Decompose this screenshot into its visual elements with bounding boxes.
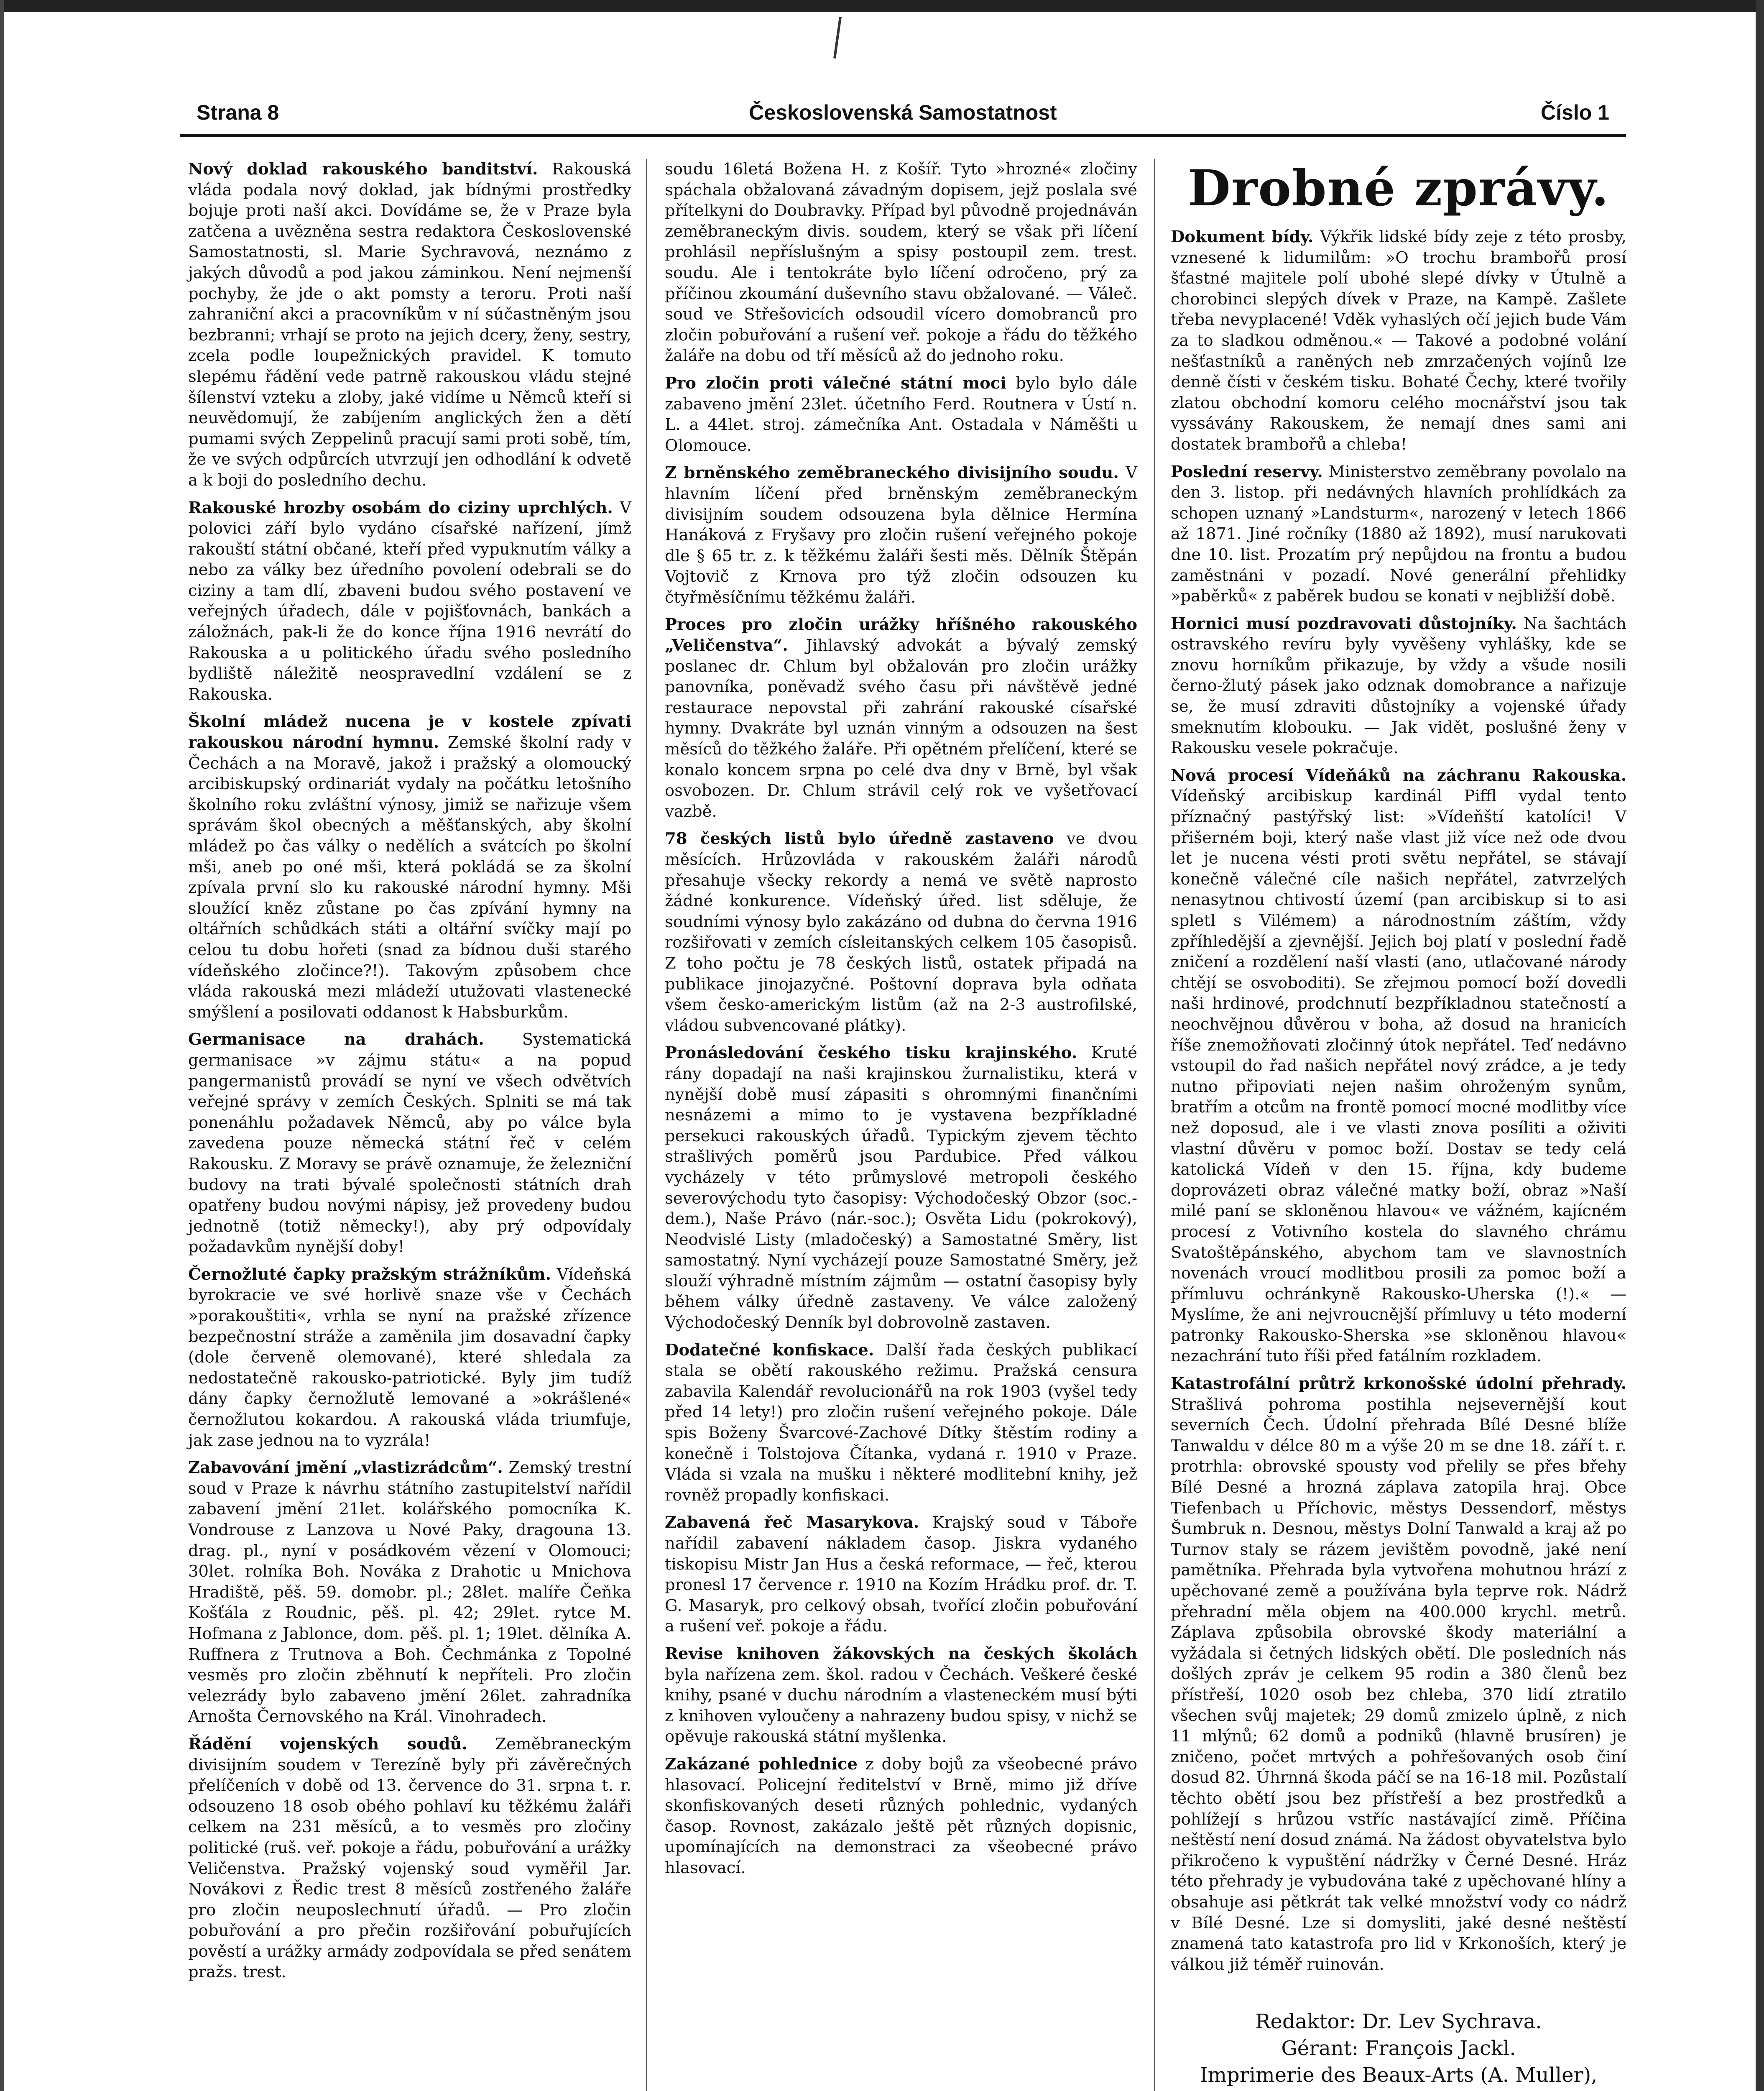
article-heading: Katastrofální průtrž krkonošské údolní přehrady.	[1171, 1374, 1626, 1393]
article-heading: Zakázané pohlednice	[665, 1754, 858, 1774]
colophon-editor: Redaktor: Dr. Lev Sychrava.	[1255, 2010, 1542, 2034]
article-text: Krajský soud v Táboře nařídil zabavení nákladem časop. Jiskra vydaného tiskopisu Mistr Jan Hus a česká reformace, — řeč, kterou pronesl 17 července r. 1910 na Kozím Hrádku prof. dr. T. G. Masaryk, pro celkový obsah, tvořící zločin pobuřování a rušení veř. pokoje a řádu.	[665, 1513, 1137, 1636]
column-divider-2	[1154, 159, 1155, 2091]
article	[188, 1734, 631, 1983]
article-heading: Proces pro zločin urážky hříšného rakouského „Veličenstva“.	[665, 615, 1137, 655]
ink-mark-top	[833, 17, 842, 59]
colophon-address	[1171, 2088, 1626, 2091]
article-heading: Nová procesí Vídeňáků na záchranu Rakouska.	[1171, 766, 1626, 785]
article-text: Vídeňský arcibiskup kardinál Piffl vydal tento příznačný pastýřský list: »Vídeňští katolíci! V přišerném boji, který naše vlast již více než ode dvou let je nucena vésti proti světu nepřátel, se stávají konečně válečné cíle našich nepřátel, zatvrzelých nenasytnou chtivostí území (pan arcibiskup si to asi spletl s Vilémem) a národnostním záštím, vždy zpříhledější a zjevnější. Jejich boj platí v poslední řadě zničení a rozdělení naší vlasti (ano, utlačované národy chtějí se osvoboditi). Se zřejmou pomocí boží dovedli naši hrdinové, prodchnutí bezpříkladnou statečností a neochvějnou důvěrou v boha, až dosud na hranicích říše znemožňovati zločinný útok nepřátel. Teď nedávno vstoupil do řad našich nepřátel nový zrádce, a je tedy nutno připoviati nejen našim ohroženým synům, bratřím a otcům na frontě pomocí mocné modlitby více než doposud, ale i ve vlasti znova posíliti a oživiti vlastní důvěru v pomoc boží. Dostav se tedy celá katolická Vídeň v den 15. října, kdy budeme doprovázeti obraz válečné matky boží, obraz »Naší milé paní se skloněnou hlavou« ve vážném, kajícném procesí z Votivního kostela do slavného chrámu Svatoštěpánského, abychom tam ve slavnostních novenách vroucí modlitbou prosili za pomoc boží a přímluvu ochránkyně Rakousko-Uherska (!).« — Myslíme, že ani nejvroucnější přímluvy u této moderní patronky Rakousko-Sherska »se skloněnou hlavou« nezachrání tuto říši před fatálním rozkladem.	[1171, 787, 1626, 1366]
article-text: Zemské školní rady v Čechách a na Moravě, jakož i pražský a olomoucký arcibiskupský ordinariát vydaly na počátku letošního školního roku zvláštní výnosy, jimiž se nařizuje všem správám škol obecných a měšťanských, aby školní mládež po čas války o nedělích a svátcích po školní mši, aneb po oné mši, která pokládá se za školní zpívala první slo ku rakouské národní hymny. Mši sloužící kněz zůstane po čas zpívání hymny na oltářních schůdkách státi a oltářní svíčky mají po celou tu dobu hořeti (snad za bídnou duši starého vídeňského zločince?!). Takovým způsobem chce vláda rakouská mezi mládeží utužovati vlastenecké smýšlení a posilovati oddanost k Habsburkům.	[188, 733, 631, 1022]
issue-number: Číslo 1	[1541, 101, 1609, 124]
article	[665, 373, 1137, 456]
article-heading: Školní mládež nucena je v kostele zpívati rakouskou národní hymnu.	[188, 712, 631, 752]
article-heading: Rakouské hrozby osobám do ciziny uprchlých.	[188, 498, 613, 517]
page-border-top	[0, 0, 1764, 12]
article	[665, 1754, 1137, 1879]
article-text: soudu 16letá Božena H. z Košíř. Tyto »hrozné« zločiny spáchala obžalovaná závadným dopisem, jejž poslala své přítelkyni do Doubravky. Případ byl původně projednáván zeměbraneckým divis. soudem, který se však při líčení prohlásil nepříslušným a spisy postoupil zem. trest. soudu. Ale i tentokráte bylo líčení odročeno, prý za příčinou zkoumání duševního stavu obžalované. — Váleč. soud ve Střešovicích odsoudil vícero domobranců pro zločin pobuřování a rušení veř. pokoje a řádu do těžkého žaláře na dobu od tří měsíců až do jednoho roku.	[665, 160, 1137, 366]
article-text: bylo bylo dále zabaveno jmění 23let. účetního Ferd. Routnera v Ústí n. L. a 44let. stroj. zámečníka Ant. Ostadala v Náměšti u Olomouce.	[665, 373, 1137, 455]
column-3	[1171, 159, 1626, 2091]
article	[188, 498, 631, 705]
article-text: Strašlivá pohroma postihla nejsevernější kout severních Čech. Údolní přehrada Bílé Desné blíže Tanwaldu v délce 80 m a výše 20 m se dne 18. září t. r. protrhla: obrovské spousty vod přelily se přes břehy Bílé Desné a hrozná záplava zatopila hraj. Obce Tiefenbach u Příchovic, městys Dessendorf, městys Šumbruk n. Desnou, městys Dolní Tanwald a kraj až po Turnov staly se rázem jevištěm povodně, jaké není pamětníka. Přehrada byla vytvořena mohutnou hrází z upěchované země a používána byla teprve rok. Nádrž přehradní měla objem na 400.000 krychl. metrů. Záplava způsobila obrovské škody materiální a vyžádala si četných lidských obětí. Dle posledních nás došlých zpráv je celkem 95 rodin a 380 členů bez přístřeší, 1020 osob bez chleba, 370 lidí ztratilo všechen svůj majetek; 29 domů zmizelo úplně, z nich 11 mlýnů; 62 domů a podniků (hlavně brusíren) je zničeno, počet mrtvých a pohřešovaných osob činí dosud 82. Úhrnná škoda páčí se na 16-18 mil. Pozůstalí těchto obětí jsou bez přístřeší a bez prostředků a pohlížejí s hrůzou vstříc nastávající zimě. Příčina neštěstí není dosud známá. Na žádost obyvatelstva bylo přikročeno k vypuštění nádržky v Černé Desné. Hráz této přehrady je vybudována také z upěchované hlíny a obsahuje asi pětkrát tak velké množství vody co nádrž v Bílé Desné. Lze si domysliti, jaké desné neštěstí znamená tato katastrofa pro lid v Krkonoších, který je válkou již téměř ruinován.	[1171, 1395, 1626, 1974]
article	[665, 828, 1137, 1036]
article	[188, 1457, 631, 1727]
article-text: V hlavním líčení před brněnským zeměbraneckým divisijním soudem odsouzena byla dělnice Hermína Hanáková z Fryšavy pro zločin rušení veřejného pokoje dle § 65 tr. z. k těžkému žaláři šesti měs. Dělník Štěpán Vojtovič z Krnova pro týž zločin odsouzen ku čtyřměsíčnímu těžkému žaláři.	[665, 463, 1137, 607]
article-heading: Germanisace na drahách.	[188, 1030, 484, 1049]
header-rule	[180, 134, 1626, 137]
article-heading: Černožluté čapky pražským strážníkům.	[188, 1265, 551, 1284]
page-border-left	[0, 0, 4, 2091]
column-2	[665, 159, 1137, 1885]
article-heading: Dodatečné konfiskace.	[665, 1340, 874, 1360]
article-heading: Pronásledování českého tisku krajinského.	[665, 1043, 1077, 1063]
article-text: Zemský trestní soud v Praze k návrhu státního zastupitelství nařídil zabavení jmění 21let. kolářského pomocníka K. Vondrouse z Lanzova u Nové Paky, dragouna 13. drag. pl., nyní v posádkovém vězení v Olomouci; 30let. rolníka Boh. Nováka z Drahotic u Mnichova Hradiště, pěš. 59. domobr. pl.; 28let. malíře Čeňka Košťála z Roudnic, pěš. pl. 42; 29let. rytce M. Hofmana z Jablonce, dom. pěš. pl. 1; 19let. dělníka A. Ruffnera z Trutnova a Boh. Čechmánka z Topolné vesměs pro zločin zběhnutí k nepříteli. Pro zločin velezrády bylo zabaveno jmění 26let. zahradníka Arnošta Černovského na Král. Vinohradech.	[188, 1458, 631, 1726]
article-heading: 78 českých listů bylo úředně zastaveno	[665, 829, 1054, 849]
newspaper-title: Československá Samostatnost	[749, 101, 1057, 124]
colophon	[1171, 2008, 1626, 2091]
article-heading: Hornici musí pozdravovati důstojníky.	[1171, 614, 1517, 633]
article-heading: Poslední reservy.	[1171, 462, 1323, 481]
article-text: Rakouská vláda podala nový doklad, jak bídnými prostředky bojuje proti naší akci. Dovídáme se, že v Praze byla zatčena a uvězněna sestra redaktora Československé Samostatnosti, sl. Marie Sychravová, neznámo z jakých důvodů a pod jakou záminkou. Není nejmenší pochyby, že jde o akt pomsty a teroru. Proti naší zahraniční akci a pracovníkům v ní súčastněným jsou bezbranni; vrhají se proto na jejich dcery, ženy, sestry, zcela podle loupežnických pravidel. K tomuto slepému řádění vede patrně rakouskou vládu stejné šílenství vzteku a zloby, jaké vidíme u Němců kteří si neuvědomují, že zabíjením anglických žen a dětí pumami svých Zeppelinů pracují sami proti sobě, tím, že ve svých odpůrcích utvrzují jen odhodlání k odvetě a k boji do posledního dechu.	[188, 160, 631, 490]
article	[1171, 227, 1626, 455]
article	[1171, 462, 1626, 607]
article-text: Jihlavský advokát a bývalý zemský poslanec dr. Chlum byl obžalován pro zločin urážky panovníka, poněvadž svého času při návštěvě jedné restaurace nepovstal při zahrání rakouské císařské hymny. Dvakráte byl uznán vinným a odsouzen na šest měsíců do těžkého žaláře. Při opětném přelíčení, které se konalo koncem srpna po celé dva dny v Brně, byl však osvobozen. Dr. Chlum strávil celý rok ve vyšetřovací vazbě.	[665, 636, 1137, 821]
article	[188, 1029, 631, 1258]
article-text: Vídeňská byrokracie ve své horlivě snaze vše v Čechách »porakouštiti«, vrhla se nyní na pražské zřízence bezpečnostní stráže a zaměnila jim dosavadní čapky (dole červeně olemované), které shledala za nedostatečně rakousko-patriotické. Byly jim tudíž dány čapky černožlutě lemované a »okrášlené« černožlutou kokardou. A rakouská vláda triumfuje, jak zase jednou na to vyzrála!	[188, 1265, 631, 1450]
article	[665, 159, 1137, 366]
article	[665, 463, 1137, 608]
article	[188, 711, 631, 1022]
article-text: Ministerstvo zeměbrany povolalo na den 3. listop. při nedávných hlavních prohlídkách za schopen uznaný »Landsturm«, narozený v letech 1866 až 1871. Jiné ročníky (1880 až 1892), musí narukovati dne 10. list. Prozatím prý nepůjdou na frontu a budou zaměstnáni v pozadí. Nové generální přehlidky »paběrků« z paběrek budou se konati v nejbližší době.	[1171, 462, 1626, 606]
article-text: Výkřik lidské bídy zeje z této prosby, vznesené k lidumilům: »O trochu brambořů prosí šťastné majitele polí ubohé slepé dívky v Útulně a chorobinci slepých dívek v Praze, na Kampě. Zašlete třeba nevyplacené! Vděk vyhaslých očí jejich bude Vám za to sladkou odměnou.« — Takové a podobné volání nešťastníků a raněných neb zmrzačených vojínů lze denně čísti v českém tisku. Bohaté Čechy, které tvořily zlatou obchodní komoru celého mocnářství jsou tak vyssávány Rakouskem, že nemají dnes sami ani dostatek brambořů a chleba!	[1171, 228, 1626, 454]
article-heading: Řádění vojenských soudů.	[188, 1734, 467, 1754]
colophon-printer: Imprimerie des Beaux-Arts (A. Muller),	[1200, 2063, 1598, 2087]
article	[665, 614, 1137, 822]
article	[665, 1340, 1137, 1506]
article-text: ve dvou měsících. Hrůzovláda v rakouském žaláři národů přesahuje všecky rekordy a nemá ve světě naprosto žádné konkurence. Vídeňský úřed. list sděluje, že soudními výnosy bylo zakázáno od dubna do června 1916 rozšiřovati v zemích císleitanských celkem 105 časopisů. Z toho počtu je 78 českých listů, ostatek připadá na publikace jinojazyčné. Poštovní doprava byla odňata všem česko-americkým listům (až na 2-3 austrofilské, vládou subvencované plátky).	[665, 829, 1137, 1035]
section-title: Drobné zprávy.	[1187, 159, 1610, 217]
article-text: z doby bojů za všeobecné právo hlasovací. Policejní ředitelství v Brně, mimo již dříve skonfiskovaných deseti různých pohlednic, vydaných časop. Rovnost, zakázalo ještě pět různých dopisnic, upomínajících na demonstraci za všeobecné právo hlasovací.	[665, 1754, 1137, 1877]
page-border-right	[1756, 0, 1764, 2091]
article-text: Zeměbraneckým divisijním soudem v Terezíně byly při závěrečných přelíčeních v době od 13. července do 31. srpna t. r. odsouzeno 18 osob obého pohlaví ku těžkému žaláři celkem na 231 měsíců, a to vesměs pro zločiny politické (ruš. veř. pokoje a řádu, pobuřování a urážky Veličenstva. Pražský vojenský soud vyměřil Jar. Novákovi z Ředic trest 8 měsíců zostřeného žaláře pro zločin neuposlechnutí úřadů. — Pro zločin pobuřování a pro přečin rozšiřování pobuřujících pověstí a urážky armády zodpovídala se před senátem pražs. trest.	[188, 1734, 631, 1982]
article-text: byla nařízena zem. škol. radou v Čechách. Veškeré české knihy, psané v duchu národním a vlasteneckém musí býti z knihoven vyloučeny a nahrazeny budou spisy, v nichž se opěvuje rakouská státní myšlenka.	[665, 1665, 1137, 1746]
article	[1171, 765, 1626, 1367]
column-1	[188, 159, 631, 1989]
article-heading: Nový doklad rakouského banditství.	[188, 160, 538, 179]
article	[665, 1043, 1137, 1333]
article-text: Systematická germanisace »v zájmu státu« a na popud pangermanistů provádí se nyní ve všech odvětvích veřejné správy v zemích Českých. Splniti se má tak ponenáhlu požadavek Němců, aby po válce byla zavedena pouze německá státní řeč v celém Rakousku. Z Moravy se právě oznamuje, že železniční budovy na trati bývalé společnosti státních drah opatřeny budou novými nápisy, jež provedeny budou jednotně (totiž německy!), aby prý odpovídaly požadavkům nynější doby!	[188, 1030, 631, 1257]
article-text: Na šachtách ostravského revíru byly vyvěšeny vyhlášky, kde se znovu horníkům přikazuje, by vždy a všude nosili černo-žlutý pásek jako odznak domobrance a nařizuje se, že musí zdraviti důstojníky a vojenské úřady smeknutím klobouku. — Jak vidět, poslušné ženy v Rakousku vesele pokračuje.	[1171, 614, 1626, 758]
article-text: Kruté rány dopadají na naši krajinskou žurnalistiku, která v nynější době musí zápasiti s ohromnými finančními nesnázemi a mimo to je vystavena bezpříkladné persekuci rakouských úřadů. Typickým zjevem těchto strašlivých poměrů jsou Pardubice. Před válkou vycházely v této průmyslové metropoli českého severovýchodu tyto časopisy: Východočeský Obzor (soc.-dem.), Naše Právo (nár.-soc.); Osvěta Lidu (pokrokový), Neodvislé Listy (mladočeský) a Samostatné Směry, list samostatný. Nyní vycházejí pouze Samostatné Směry, jež slouží výhradně místním zájmům — ostatní časopisy byly během války úředně zastaveny. Ve válce založený Východočeský Denník byl dobrovolně zastaven.	[665, 1043, 1137, 1332]
article-text: Další řada českých publikací stala se obětí rakouského režimu. Pražská censura zabavila Kalendář revolucionářů na rok 1903 (vyšel tedy před 14 lety!) pro zločin rušení veřejného pokoje. Dále spis Boženy Švarcové-Zachové Dítky štěstím rodiny a konečně i Tolstojova Čítanka, vydaná r. 1910 v Praze. Vláda si vzala na mušku i některé modlitební knihy, jež rovněž propadly konfiskaci.	[665, 1340, 1137, 1505]
article-heading: Zabavená řeč Masarykova.	[665, 1513, 919, 1532]
article	[1171, 1373, 1626, 1975]
article	[188, 1264, 631, 1451]
article-text: V polovici září bylo vydáno císařské nařízení, jímž rakouští státní občané, kteří před vypuknutím války a nebo za války bez úředního povolení odebrali se do ciziny a tam dlí, zbaveni budou svého postavení ve veřejných úřadech, dále v pojišťovnách, bankách a záložnách, pak-li že do konce října 1916 nevrátí do Rakouska a u politického úřadu svého posledního bydliště náležitě neospravedlní vzdálení se z Rakouska.	[188, 498, 631, 704]
article-heading: Dokument bídy.	[1171, 228, 1314, 246]
column-divider-1	[646, 159, 647, 2091]
page-number: Strana 8	[197, 101, 279, 124]
colophon-gerant: Gérant: François Jackl.	[1281, 2037, 1516, 2060]
article	[665, 1512, 1137, 1637]
article-heading: Zabavování jmění „vlastizrádcům“.	[188, 1458, 503, 1478]
page-header	[197, 96, 1609, 130]
article	[1171, 613, 1626, 759]
article-heading: Revise knihoven žákovských na českých školách	[665, 1644, 1137, 1663]
article-heading: Pro zločin proti válečné státní moci	[665, 373, 1006, 393]
article	[188, 159, 631, 491]
article-heading: Z brněnského zeměbraneckého divisijního soudu.	[665, 463, 1119, 483]
article	[665, 1644, 1137, 1747]
